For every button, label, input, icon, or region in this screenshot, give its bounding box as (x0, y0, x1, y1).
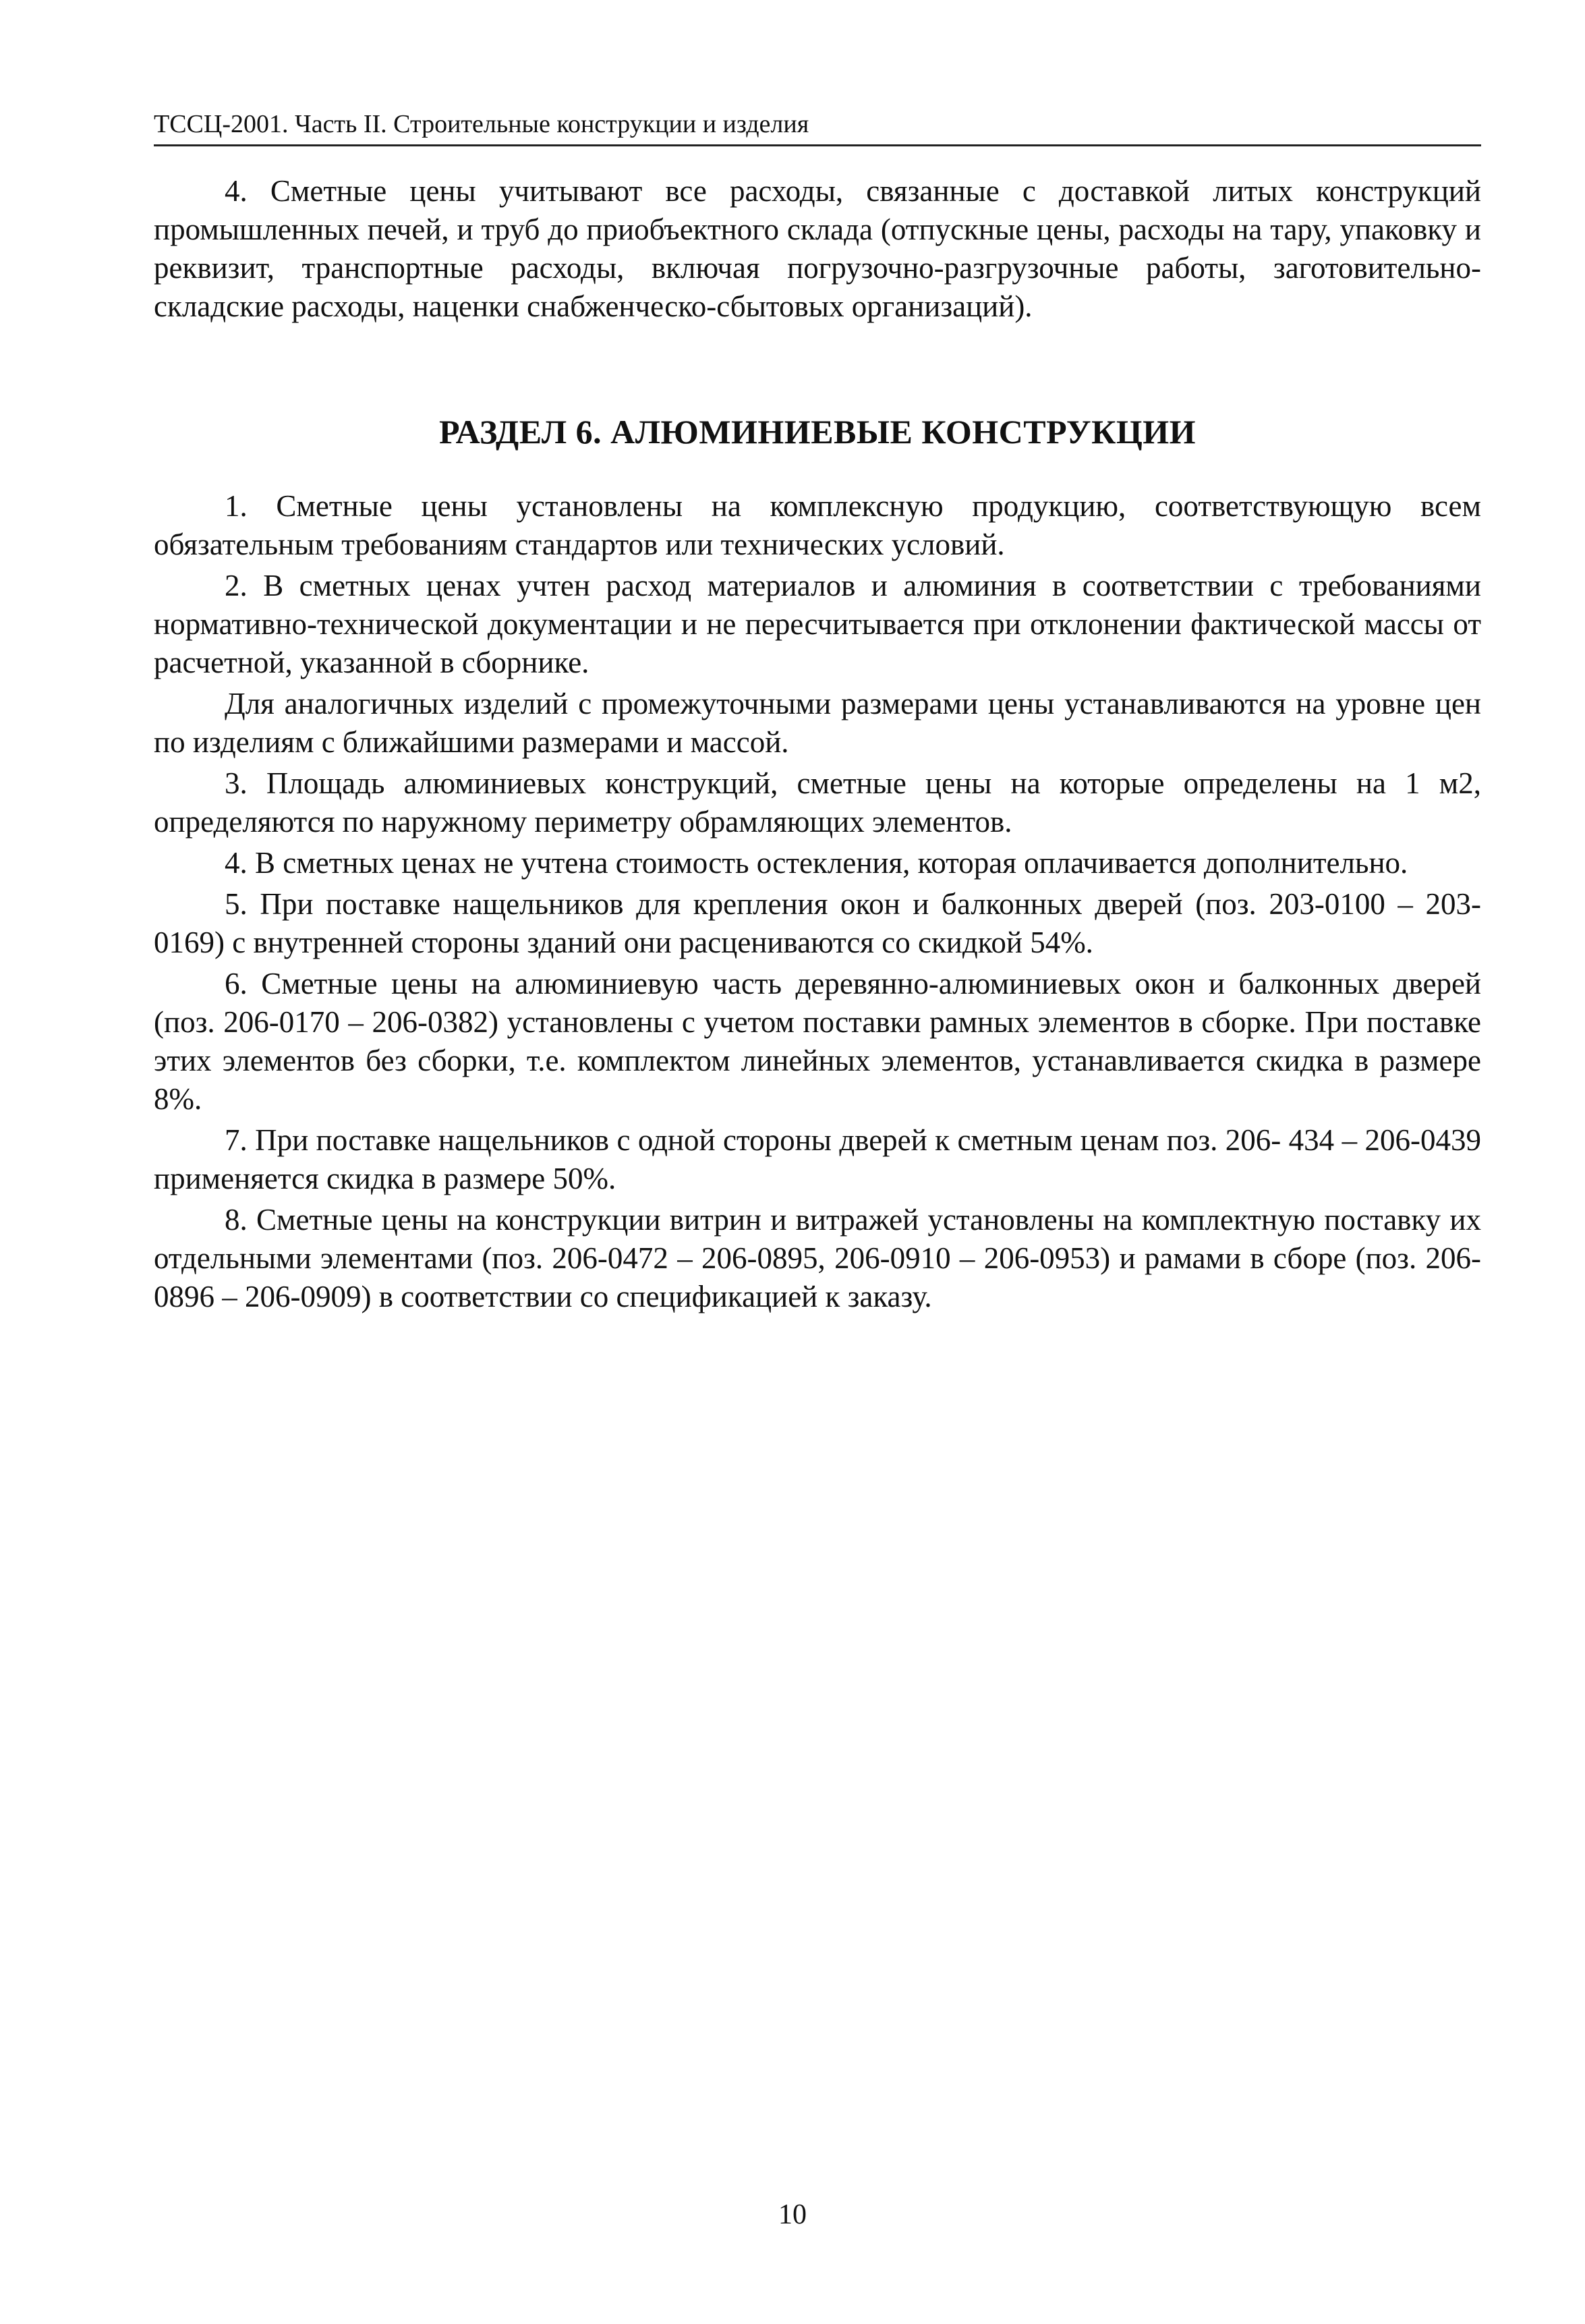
page-body (154, 172, 1481, 1316)
running-header: ТССЦ-2001. Часть II. Строительные конструкции и изделия (154, 108, 1481, 146)
page-number: 10 (778, 2199, 807, 2230)
section-paragraph-8: 8. Сметные цены на конструкции витрин и витражей установлены на комплектную поставку их отдельными элементами (поз. 206-0472 – 206-0895, 206-0910 – 206-0953) и рамами в сборе (поз. 206-0896 – 206-0909) в соответствии со спецификацией к заказу. (154, 1203, 1481, 1313)
section-paragraph-2: 2. В сметных ценах учтен расход материалов и алюминия в соответствии с требованиями нормативно-технической документации и не пересчитывается при отклонении фактической массы от расчетной, указанной в сборнике. (154, 569, 1481, 679)
section-paragraph-3: 3. Площадь алюминиевых конструкций, сметные цены на которые определены на 1 м2, определяются по наружному периметру обрамляющих элементов. (154, 766, 1481, 839)
intro-paragraph: 4. Сметные цены учитывают все расходы, связанные с доставкой литых конструкций промышленных печей, и труб до приобъектного склада (отпускные цены, расходы на тару, упаковку и реквизит, транспортные расходы, включая погрузочно-разгрузочные работы, заготовительно-складские расходы, наценки снабженческо-сбытовых организаций). (154, 174, 1481, 323)
section-paragraph-4: 4. В сметных ценах не учтена стоимость остекления, которая оплачивается дополнительно. (225, 846, 1408, 880)
section-paragraph-1: 1. Сметные цены установлены на комплексную продукцию, соответствующую всем обязательным требованиям стандартов или технических условий. (154, 489, 1481, 561)
section-paragraph-7: 7. При поставке нащельников с одной стороны дверей к сметным ценам поз. 206- 434 – 206-0439 применяется скидка в размере 50%. (154, 1123, 1481, 1195)
section-paragraph-6: 6. Сметные цены на алюминиевую часть деревянно-алюминиевых окон и балконных дверей (поз. 206-0170 – 206-0382) установлены с учетом поставки рамных элементов в сборке. При поставке этих элементов без сборки, т.е. комплектом линейных элементов, устанавливается скидка в размере 8%. (154, 967, 1481, 1116)
section-paragraph-5: 5. При поставке нащельников для крепления окон и балконных дверей (поз. 203-0100 – 203-0169) с внутренней стороны зданий они расцениваются со скидкой 54%. (154, 887, 1481, 959)
section-title: РАЗДЕЛ 6. АЛЮМИНИЕВЫЕ КОНСТРУКЦИИ (438, 413, 1197, 451)
section-paragraph-2-note: Для аналогичных изделий с промежуточными размерами цены устанавливаются на уровне цен по изделиям с ближайшими размерами и массой. (154, 687, 1481, 759)
